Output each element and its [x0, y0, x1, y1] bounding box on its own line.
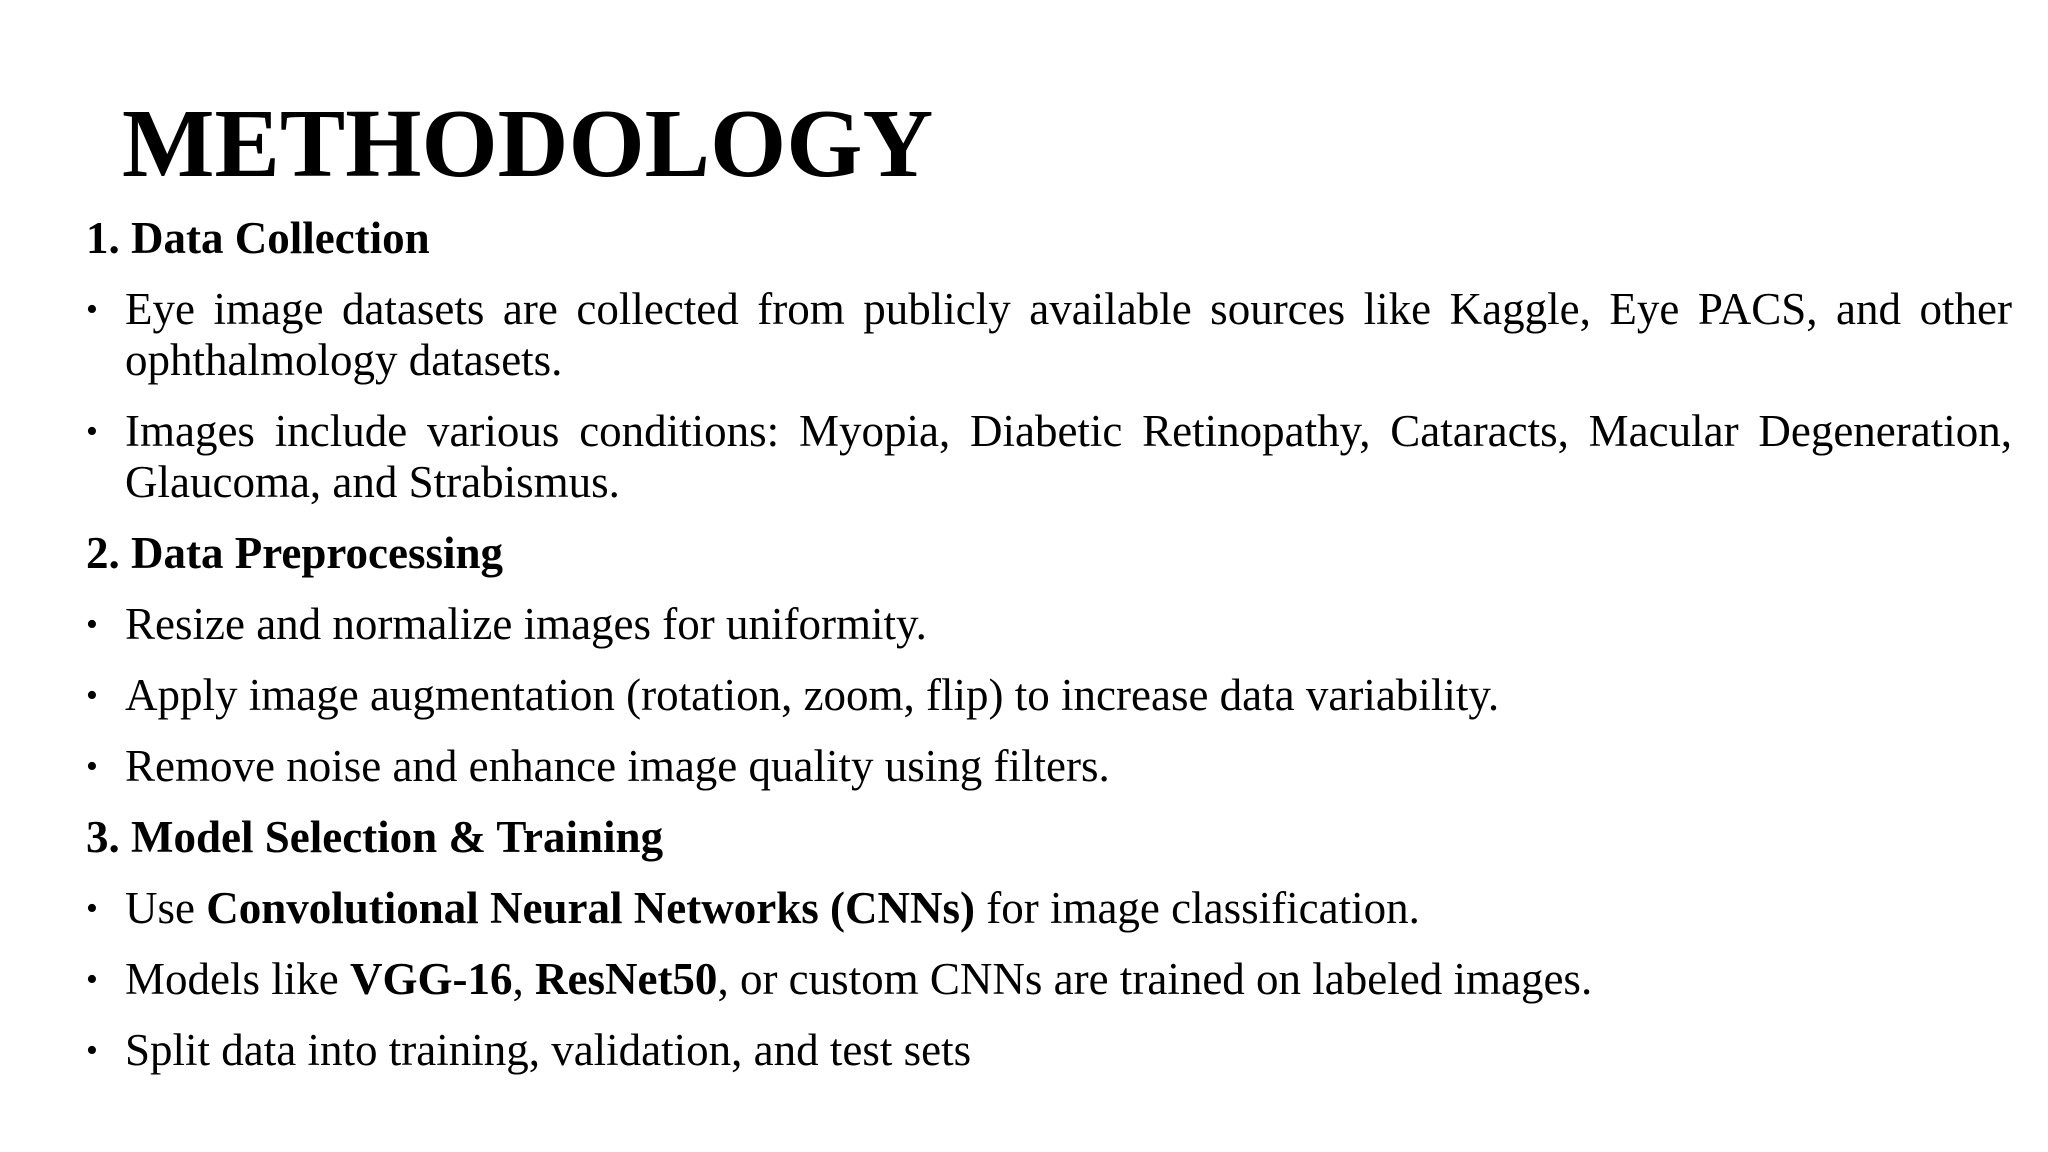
slide-title: METHODOLOGY — [122, 90, 934, 198]
bullet-text: Apply image augmentation (rotation, zoom, flip) to increase data variability. — [125, 670, 1500, 720]
bullet-text-plain: Use — [125, 883, 207, 933]
bullet-text: Eye image datasets are collected from publicly available sources like Kaggle, Eye PACS, and other ophthalmology datasets. — [125, 284, 2012, 385]
bullet-item — [86, 1025, 2012, 1076]
bullet-text: Split data into training, validation, and test sets — [125, 1025, 972, 1075]
section-heading: 3. Model Selection & Training — [86, 812, 664, 862]
bullet-item — [86, 284, 2012, 386]
bullet-icon: • — [86, 961, 98, 998]
bullet-text-bold: ResNet50 — [534, 954, 718, 1004]
bullet-icon: • — [86, 677, 98, 714]
bullet-item — [86, 741, 2012, 792]
bullet-text: Resize and normalize images for uniformity. — [125, 599, 927, 649]
slide-content — [86, 213, 2012, 1076]
bullet-icon: • — [86, 291, 98, 328]
bullet-text: Images include various conditions: Myopia, Diabetic Retinopathy, Cataracts, Macular Degeneration, Glaucoma, and Strabismus. — [125, 406, 2012, 507]
section-heading: 1. Data Collection — [86, 213, 430, 263]
bullet-text — [125, 954, 2012, 1005]
bullet-text-plain: , — [512, 954, 535, 1004]
bullet-text-plain: Models like — [125, 954, 350, 1004]
bullet-item — [86, 599, 2012, 650]
bullet-item — [86, 670, 2012, 721]
bullet-text — [125, 883, 2012, 934]
bullet-text: Remove noise and enhance image quality using filters. — [125, 741, 1110, 791]
bullet-item — [86, 954, 2012, 1005]
bullet-text-bold: Convolutional Neural Networks (CNNs) — [206, 883, 975, 933]
bullet-icon: • — [86, 606, 98, 643]
bullet-text-plain: for image classification. — [974, 883, 1420, 933]
section-heading: 2. Data Preprocessing — [86, 528, 504, 578]
section-data-collection — [86, 213, 2012, 508]
bullet-item — [86, 883, 2012, 934]
bullet-text-bold: VGG-16 — [349, 954, 513, 1004]
bullet-icon: • — [86, 413, 98, 450]
bullet-text-plain: , or custom CNNs are trained on labeled images. — [717, 954, 1593, 1004]
bullet-icon: • — [86, 1032, 98, 1069]
section-data-preprocessing — [86, 528, 2012, 792]
bullet-icon: • — [86, 890, 98, 927]
bullet-item — [86, 406, 2012, 508]
bullet-icon: • — [86, 748, 98, 785]
section-model-selection-training — [86, 812, 2012, 1076]
